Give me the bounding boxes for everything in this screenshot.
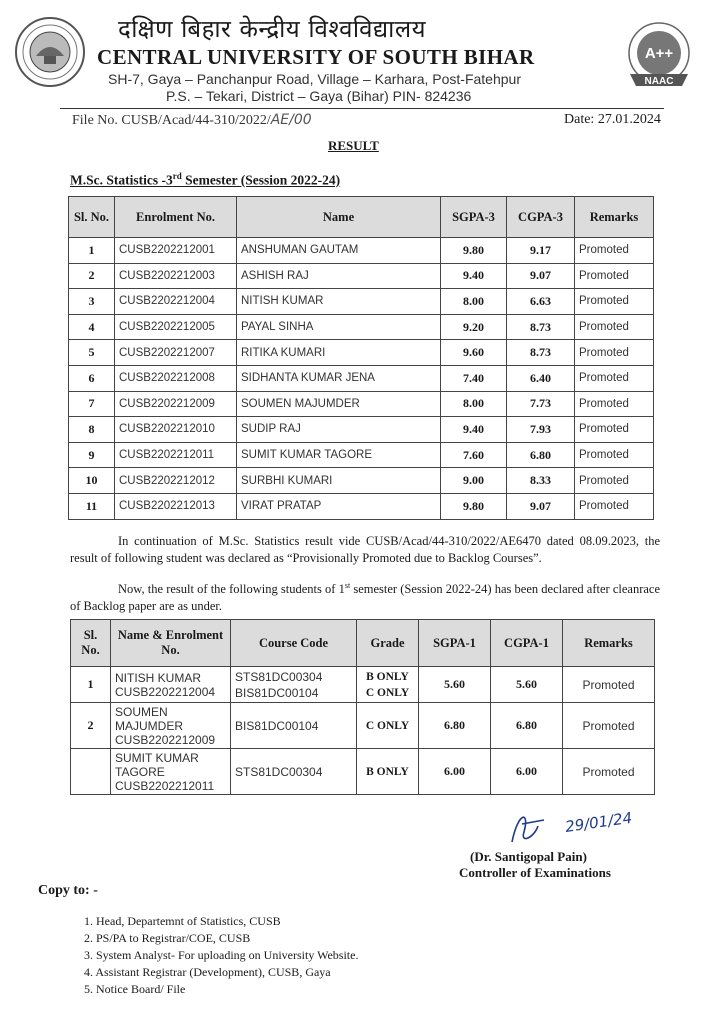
- university-name-english: CENTRAL UNIVERSITY OF SOUTH BIHAR: [97, 45, 535, 69]
- table-cell: [231, 703, 357, 749]
- table-cell: CUSB2202212001: [115, 238, 237, 264]
- table-cell: CUSB2202212004: [115, 289, 237, 315]
- table-row: [69, 468, 654, 494]
- cell-line: MAJUMDER: [115, 718, 183, 733]
- table-cell: 7.93: [507, 417, 575, 443]
- table-cell: 2: [71, 703, 111, 749]
- table-cell: RITIKA KUMARI: [237, 340, 441, 366]
- table-cell: Promoted: [575, 238, 654, 264]
- table-cell: CUSB2202212009: [115, 391, 237, 417]
- table-cell: 9.80: [441, 238, 507, 264]
- col-header: Name: [237, 197, 441, 238]
- table-cell: [231, 667, 357, 703]
- backlog-results-table: [70, 619, 655, 795]
- table-cell: [357, 667, 419, 703]
- university-name-hindi: दक्षिण बिहार केन्द्रीय विश्वविद्यालय: [118, 15, 427, 43]
- address-line-1: SH-7, Gaya – Panchanpur Road, Village – Karhara, Post-Fatehpur: [108, 71, 521, 87]
- col-header: Sl. No.: [69, 197, 115, 238]
- cell-line: SOUMEN: [115, 704, 168, 719]
- table-cell: Promoted: [575, 442, 654, 468]
- table-cell: SIDHANTA KUMAR JENA: [237, 365, 441, 391]
- table-cell: 8.73: [507, 340, 575, 366]
- cell-line: CUSB2202212004: [115, 684, 216, 699]
- table-cell: [357, 703, 419, 749]
- table-row: [69, 263, 654, 289]
- cell-line: CUSB2202212011: [115, 778, 215, 793]
- table-cell: 11: [69, 493, 115, 519]
- table-cell: Promoted: [575, 289, 654, 315]
- document-date: Date: 27.01.2024: [564, 112, 661, 127]
- table-cell: NITISH KUMAR: [237, 289, 441, 315]
- table-row: [69, 314, 654, 340]
- semester-heading: M.Sc. Statistics -3rd Semester (Session 2022-24): [70, 171, 341, 188]
- continuation-paragraph: In continuation of M.Sc. Statistics result vide CUSB/Acad/44-310/2022/AE6470 dated 08.09.2023, the result of following student was declared as “Provisionally Promoted due to Backlog Courses”.: [70, 534, 660, 565]
- col-header: Name & Enrolment No.: [111, 620, 231, 667]
- table-cell: Promoted: [575, 340, 654, 366]
- table-cell: Promoted: [563, 703, 655, 749]
- table-cell: 1: [71, 667, 111, 703]
- table-row: [69, 417, 654, 443]
- table-cell: Promoted: [575, 493, 654, 519]
- cell-line: C ONLY: [365, 719, 410, 732]
- table-cell: SUDIP RAJ: [237, 417, 441, 443]
- table-row: [69, 442, 654, 468]
- table-cell: 10: [69, 468, 115, 494]
- table-cell: 8.73: [507, 314, 575, 340]
- table-cell: 4: [69, 314, 115, 340]
- table-cell: 6.80: [491, 703, 563, 749]
- table-cell: 6.80: [419, 703, 491, 749]
- list-item: 3. System Analyst- For uploading on University Website.: [84, 948, 359, 962]
- cell-line: BIS81DC00104: [235, 685, 319, 700]
- table-cell: 6.40: [507, 365, 575, 391]
- table-row: [69, 391, 654, 417]
- table-cell: 1: [69, 238, 115, 264]
- col-header: CGPA-1: [491, 620, 563, 667]
- table-cell: CUSB2202212013: [115, 493, 237, 519]
- table-cell: 9.80: [441, 493, 507, 519]
- table-cell: 9.20: [441, 314, 507, 340]
- table-cell: SUMIT KUMAR TAGORE: [237, 442, 441, 468]
- table-header-row: [69, 197, 654, 238]
- table-cell: [231, 749, 357, 795]
- cell-line: TAGORE: [115, 764, 165, 779]
- cell-line: CUSB2202212009: [115, 732, 216, 747]
- table-cell: [111, 703, 231, 749]
- table-cell: 8: [69, 417, 115, 443]
- table-header-row: [71, 620, 655, 667]
- list-item: 1. Head, Departemnt of Statistics, CUSB: [84, 914, 281, 928]
- header-divider: [60, 108, 664, 109]
- cell-line: B ONLY: [366, 765, 409, 778]
- table-cell: 8.00: [441, 391, 507, 417]
- table-cell: 8.00: [441, 289, 507, 315]
- table-row: [69, 340, 654, 366]
- copy-to-list: [84, 913, 358, 998]
- table-cell: ASHISH RAJ: [237, 263, 441, 289]
- table-cell: PAYAL SINHA: [237, 314, 441, 340]
- list-item: 5. Notice Board/ File: [84, 982, 186, 996]
- col-header: Remarks: [575, 197, 654, 238]
- table-cell: Promoted: [575, 417, 654, 443]
- table-cell: VIRAT PRATAP: [237, 493, 441, 519]
- table-row: [69, 493, 654, 519]
- table-cell: 2: [69, 263, 115, 289]
- col-header: Grade: [357, 620, 419, 667]
- table-row: [69, 289, 654, 315]
- col-header: SGPA-3: [441, 197, 507, 238]
- table-cell: [111, 667, 231, 703]
- table-cell: 5.60: [491, 667, 563, 703]
- table-cell: ANSHUMAN GAUTAM: [237, 238, 441, 264]
- cell-line: C ONLY: [365, 686, 410, 699]
- table-cell: Promoted: [575, 365, 654, 391]
- signature-date: 29/01/24: [564, 808, 634, 836]
- file-number: File No. CUSB/Acad/44-310/2022/AE/00: [72, 112, 312, 128]
- table-cell: SOUMEN MAJUMDER: [237, 391, 441, 417]
- table-cell: 6.00: [491, 749, 563, 795]
- naac-badge-logo: [624, 20, 694, 96]
- col-header: Remarks: [563, 620, 655, 667]
- result-heading: RESULT: [328, 138, 379, 153]
- table-cell: Promoted: [563, 749, 655, 795]
- copy-to-heading: Copy to: -: [38, 883, 98, 898]
- table-cell: Promoted: [575, 468, 654, 494]
- naac-label-text: NAAC: [644, 76, 674, 87]
- table-row: [69, 238, 654, 264]
- table-cell: SURBHI KUMARI: [237, 468, 441, 494]
- table-cell: 9.17: [507, 238, 575, 264]
- table-cell: 7: [69, 391, 115, 417]
- table-cell: CUSB2202212007: [115, 340, 237, 366]
- cell-line: NITISH KUMAR: [115, 670, 202, 685]
- table-cell: Promoted: [575, 391, 654, 417]
- table-cell: 9.00: [441, 468, 507, 494]
- table-cell: 3: [69, 289, 115, 315]
- table-cell: CUSB2202212005: [115, 314, 237, 340]
- table-cell: 6: [69, 365, 115, 391]
- table-cell: 7.73: [507, 391, 575, 417]
- table-cell: 6.80: [507, 442, 575, 468]
- table-cell: 9.07: [507, 263, 575, 289]
- table-cell: 7.60: [441, 442, 507, 468]
- table-cell: 9: [69, 442, 115, 468]
- table-cell: CUSB2202212011: [115, 442, 237, 468]
- col-header: Enrolment No.: [115, 197, 237, 238]
- file-number-handwritten: AE/00: [270, 112, 312, 128]
- table-cell: [111, 749, 231, 795]
- table-row: [69, 365, 654, 391]
- table-cell: 9.40: [441, 417, 507, 443]
- col-header: Course Code: [231, 620, 357, 667]
- table-cell: 9.60: [441, 340, 507, 366]
- table-cell: CUSB2202212008: [115, 365, 237, 391]
- cell-line: SUMIT KUMAR: [115, 750, 199, 765]
- col-header: Sl. No.: [71, 620, 111, 667]
- cell-line: STS81DC00304: [235, 764, 323, 779]
- signatory-designation: Controller of Examinations: [459, 865, 611, 880]
- table-cell: 7.40: [441, 365, 507, 391]
- table-cell: 8.33: [507, 468, 575, 494]
- university-seal-logo: [14, 16, 86, 88]
- cell-line: B ONLY: [366, 670, 409, 683]
- table-cell: Promoted: [575, 314, 654, 340]
- list-item: 4. Assistant Registrar (Development), CUSB, Gaya: [84, 965, 331, 979]
- table-row: [71, 667, 655, 703]
- backlog-paragraph: Now, the result of the following students of 1st semester (Session 2022-24) has been declared after cleanrace of Backlog paper are as under.: [70, 581, 661, 614]
- table-cell: CUSB2202212012: [115, 468, 237, 494]
- list-item: 2. PS/PA to Registrar/COE, CUSB: [84, 931, 251, 945]
- address-line-2: P.S. – Tekari, District – Gaya (Bihar) PIN- 824236: [166, 88, 472, 104]
- col-header: CGPA-3: [507, 197, 575, 238]
- table-cell: [357, 749, 419, 795]
- table-cell: CUSB2202212003: [115, 263, 237, 289]
- table-cell: CUSB2202212010: [115, 417, 237, 443]
- table-cell: 9.40: [441, 263, 507, 289]
- table-cell: 5: [69, 340, 115, 366]
- table-cell: Promoted: [563, 667, 655, 703]
- signature-image: [504, 802, 654, 850]
- naac-grade-text: A++: [644, 45, 674, 62]
- table-cell: 9.07: [507, 493, 575, 519]
- table-row: [71, 703, 655, 749]
- table-cell: 6.00: [419, 749, 491, 795]
- cell-line: BIS81DC00104: [235, 718, 319, 733]
- table-cell: [71, 749, 111, 795]
- semester-3-results-table: [68, 196, 654, 520]
- table-cell: Promoted: [575, 263, 654, 289]
- col-header: SGPA-1: [419, 620, 491, 667]
- table-row: [71, 749, 655, 795]
- table-cell: 5.60: [419, 667, 491, 703]
- signatory-name: (Dr. Santigopal Pain): [470, 849, 587, 864]
- cell-line: STS81DC00304: [235, 669, 323, 684]
- table-cell: 6.63: [507, 289, 575, 315]
